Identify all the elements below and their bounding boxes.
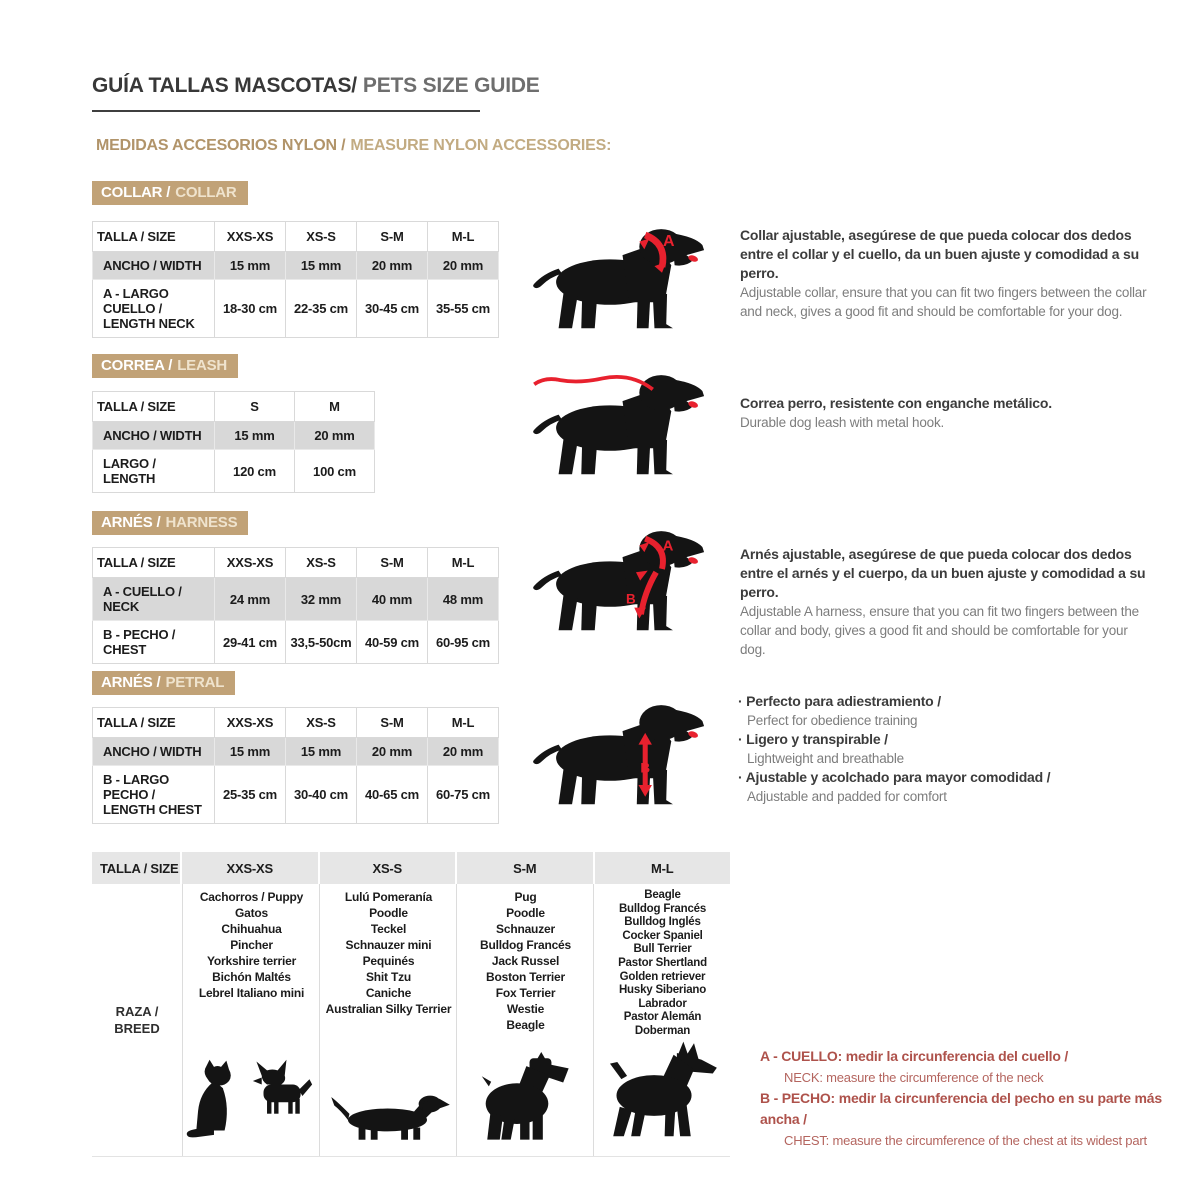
- dog-harness-illustration: [530, 520, 715, 638]
- marking-letter-a: A: [662, 537, 674, 555]
- leash-description-es: Correa perro, resistente con enganche metálico.: [740, 395, 1052, 411]
- breed-name: Bull Terrier: [633, 943, 692, 956]
- dachshund-icon: [328, 1085, 450, 1142]
- marking-letter-b: B: [640, 760, 651, 776]
- breed-name: Gatos: [234, 906, 268, 920]
- row-label-cell: B - LARGO PECHO / LENGTH CHEST: [93, 766, 215, 824]
- badge-en: LEASH: [177, 357, 228, 374]
- section-badge-harness: [92, 511, 248, 535]
- table-header-cell: XXS-XS: [215, 222, 286, 252]
- harness-description-en: Adjustable A harness, ensure that you can fit two fingers between the collar and body, gives a good fit and should be comfortable for your dog.: [740, 604, 1139, 657]
- feature-es: · Ligero y transpirable /: [738, 730, 1158, 749]
- note-a-en: NECK: measure the circumference of the neck: [784, 1070, 1044, 1085]
- breed-name: Poodle: [369, 906, 408, 920]
- petral-size-table: [92, 707, 499, 824]
- value-cell: 15 mm: [286, 252, 357, 280]
- dog-collar-illustration: [530, 218, 715, 336]
- section-badge-collar: [92, 181, 248, 205]
- value-cell: 20 mm: [428, 738, 499, 766]
- breed-name: Lebrel Italiano mini: [198, 986, 305, 1000]
- value-cell: 30-45 cm: [357, 280, 428, 338]
- collar-description-es: Collar ajustable, asegúrese de que pueda colocar dos dedos entre el collar y el cuello, da un buen ajuste y comodidad a su perro.: [740, 227, 1139, 281]
- breed-list: [594, 884, 731, 1039]
- section-badge-leash: [92, 354, 238, 378]
- value-cell: 40-59 cm: [357, 621, 428, 664]
- badge-en: HARNESS: [165, 514, 238, 531]
- dog-leash-illustration: [530, 364, 715, 482]
- doberman-icon: [601, 1040, 724, 1142]
- breed-table-body: [92, 884, 730, 1157]
- breed-name: Teckel: [370, 922, 407, 936]
- breed-name: Jack Russel: [491, 954, 560, 968]
- breed-name: Pincher: [230, 938, 273, 952]
- row-label-cell: A - CUELLO / NECK: [93, 578, 215, 621]
- table-header-cell: M-L: [428, 548, 499, 578]
- breed-name: Pug: [514, 890, 537, 904]
- value-cell: 60-75 cm: [428, 766, 499, 824]
- table-header-cell: M-L: [428, 708, 499, 738]
- leash-size-table: [92, 391, 375, 493]
- note-b-es: B - PECHO: medir la circunferencia del pecho en su parte más ancha /: [760, 1090, 1162, 1127]
- value-cell: 48 mm: [428, 578, 499, 621]
- table-row: [93, 252, 499, 280]
- table-header-cell: S-M: [357, 222, 428, 252]
- table-header-row: [93, 708, 499, 738]
- breed-name: Lulú Pomeranía: [344, 890, 433, 904]
- breed-table-header: [92, 852, 730, 884]
- breed-name: Beagle: [506, 1018, 545, 1032]
- table-row: [93, 578, 499, 621]
- value-cell: 18-30 cm: [215, 280, 286, 338]
- value-cell: 15 mm: [215, 738, 286, 766]
- page-subtitle-en: MEASURE NYLON ACCESSORIES:: [350, 137, 612, 154]
- table-header-row: [93, 222, 499, 252]
- breed-name: Australian Silky Terrier: [325, 1002, 452, 1016]
- table-header-cell: S-M: [357, 708, 428, 738]
- breed-column-m-l: [593, 884, 731, 1156]
- value-cell: 100 cm: [295, 450, 375, 493]
- value-cell: 40-65 cm: [357, 766, 428, 824]
- value-cell: 25-35 cm: [215, 766, 286, 824]
- table-header-cell: TALLA / SIZE: [93, 708, 215, 738]
- table-row: [93, 621, 499, 664]
- schnauzer-icon: [481, 1052, 571, 1142]
- table-header-cell: S-M: [457, 852, 595, 884]
- value-cell: 35-55 cm: [428, 280, 499, 338]
- breed-column-s-m: [456, 884, 594, 1156]
- measuring-notes: [760, 1046, 1192, 1151]
- table-header-cell: M: [295, 392, 375, 422]
- table-header-cell: XS-S: [320, 852, 458, 884]
- row-label-cell: LARGO / LENGTH: [93, 450, 215, 493]
- value-cell: 24 mm: [215, 578, 286, 621]
- breed-name: Pastor Shertland: [618, 956, 707, 969]
- breed-name: Bulldog Francés: [618, 902, 707, 915]
- breed-name: Labrador: [638, 997, 687, 1010]
- breed-list: [457, 884, 594, 1033]
- feature-en: Perfect for obedience training: [747, 713, 918, 728]
- harness-description-es: Arnés ajustable, asegúrese de que pueda colocar dos dedos entre el arnés y el cuerpo, da un buen ajuste y comodidad a su perro.: [740, 546, 1146, 600]
- table-header-cell: S: [215, 392, 295, 422]
- feature-en: Adjustable and padded for comfort: [747, 789, 947, 804]
- value-cell: 40 mm: [357, 578, 428, 621]
- table-row: [93, 422, 375, 450]
- table-header-cell: XXS-XS: [182, 852, 320, 884]
- page-title: [92, 74, 540, 112]
- breed-name: Husky Siberiano: [618, 984, 707, 997]
- leash-description-en: Durable dog leash with metal hook.: [740, 415, 945, 430]
- value-cell: 20 mm: [428, 252, 499, 280]
- breed-name: Yorkshire terrier: [206, 954, 297, 968]
- table-header-cell: XS-S: [286, 548, 357, 578]
- feature-es: · Ajustable y acolchado para mayor comodidad /: [738, 768, 1158, 787]
- value-cell: 20 mm: [357, 252, 428, 280]
- breed-name: Beagle: [644, 889, 681, 901]
- breed-name: Cocker Spaniel: [622, 929, 703, 942]
- value-cell: 30-40 cm: [286, 766, 357, 824]
- value-cell: 20 mm: [295, 422, 375, 450]
- harness-size-table: [92, 547, 499, 664]
- table-header-cell: M-L: [428, 222, 499, 252]
- row-label-cell: ANCHO / WIDTH: [93, 422, 215, 450]
- value-cell: 20 mm: [357, 738, 428, 766]
- breed-name: Boston Terrier: [486, 970, 565, 984]
- table-row: [93, 766, 499, 824]
- collar-description: [740, 226, 1152, 321]
- table-header-cell: S-M: [357, 548, 428, 578]
- breed-name: Pastor Alemán: [623, 1011, 702, 1024]
- table-header-cell: XXS-XS: [215, 708, 286, 738]
- marking-letter-a: A: [662, 232, 675, 250]
- breed-name: Cachorros / Puppy: [199, 890, 304, 904]
- table-header-cell: TALLA / SIZE: [92, 852, 182, 884]
- breed-name: Caniche: [365, 986, 412, 1000]
- page-title-es: GUÍA TALLAS MASCOTAS/: [92, 74, 357, 97]
- row-label-cell: ANCHO / WIDTH: [93, 252, 215, 280]
- table-header-cell: XS-S: [286, 708, 357, 738]
- breed-column-xs-s: [319, 884, 457, 1156]
- badge-es: ARNÉS /: [101, 514, 161, 531]
- table-header-cell: M-L: [595, 852, 731, 884]
- table-row: [93, 280, 499, 338]
- badge-es: COLLAR /: [101, 184, 171, 201]
- value-cell: 22-35 cm: [286, 280, 357, 338]
- value-cell: 120 cm: [215, 450, 295, 493]
- breed-name: Bulldog Inglés: [624, 916, 701, 929]
- note-a-es: A - CUELLO: medir la circunferencia del cuello /: [760, 1048, 1069, 1064]
- petral-features: [738, 692, 1158, 806]
- breed-name: Poodle: [506, 906, 545, 920]
- table-header-row: [93, 392, 375, 422]
- section-badge-petral: [92, 671, 235, 695]
- breed-name: Fox Terrier: [495, 986, 556, 1000]
- leash-description: [740, 394, 1152, 432]
- table-header-row: [93, 548, 499, 578]
- breed-name: Bulldog Francés: [479, 938, 571, 952]
- row-label-cell: B - PECHO / CHEST: [93, 621, 215, 664]
- breed-name: Bichón Maltés: [212, 970, 291, 984]
- breed-name: Golden retriever: [619, 970, 706, 983]
- value-cell: 15 mm: [215, 422, 295, 450]
- collar-size-table: [92, 221, 499, 338]
- page-subtitle: [96, 137, 611, 155]
- table-header-cell: TALLA / SIZE: [93, 392, 215, 422]
- breed-row-label: RAZA / BREED: [114, 1004, 160, 1036]
- value-cell: 29-41 cm: [215, 621, 286, 664]
- table-row: [93, 450, 375, 493]
- breed-list: [320, 884, 457, 1017]
- harness-description: [740, 545, 1152, 659]
- badge-es: ARNÉS /: [101, 674, 161, 691]
- cat-and-chihuahua-icon: [185, 1058, 318, 1142]
- value-cell: 32 mm: [286, 578, 357, 621]
- row-label-cell: A - LARGO CUELLO / LENGTH NECK: [93, 280, 215, 338]
- value-cell: 60-95 cm: [428, 621, 499, 664]
- breed-name: Schnauzer mini: [345, 938, 432, 952]
- value-cell: 15 mm: [215, 252, 286, 280]
- badge-en: PETRAL: [165, 674, 225, 691]
- table-row: [93, 738, 499, 766]
- breed-name: Chihuahua: [221, 922, 282, 936]
- breed-column-xxs-xs: [182, 884, 320, 1156]
- row-label-cell: ANCHO / WIDTH: [93, 738, 215, 766]
- dog-petral-illustration: [530, 694, 715, 812]
- table-header-cell: XS-S: [286, 222, 357, 252]
- breed-name: Pequinés: [362, 954, 415, 968]
- table-header-cell: TALLA / SIZE: [93, 548, 215, 578]
- feature-en: Lightweight and breathable: [747, 751, 904, 766]
- collar-description-en: Adjustable collar, ensure that you can fit two fingers between the collar and neck, gives a good fit and should be comfortable for your dog.: [740, 285, 1147, 319]
- breed-name: Westie: [506, 1002, 545, 1016]
- note-b-en: CHEST: measure the circumference of the chest at its widest part: [784, 1133, 1147, 1148]
- value-cell: 33,5-50cm: [286, 621, 357, 664]
- breed-list: [183, 884, 320, 1001]
- table-header-cell: XXS-XS: [215, 548, 286, 578]
- page-title-en: PETS SIZE GUIDE: [362, 74, 540, 97]
- breed-name: Schnauzer: [496, 922, 555, 936]
- value-cell: 15 mm: [286, 738, 357, 766]
- breed-name: Shit Tzu: [365, 970, 412, 984]
- page-subtitle-es: MEDIDAS ACCESORIOS NYLON /: [96, 137, 346, 154]
- table-header-cell: TALLA / SIZE: [93, 222, 215, 252]
- breed-size-table: [92, 852, 730, 1156]
- breed-name: Doberman: [634, 1024, 691, 1037]
- marking-letter-b: B: [626, 591, 636, 607]
- feature-es: · Perfecto para adiestramiento /: [738, 692, 1158, 711]
- badge-es: CORREA /: [101, 357, 173, 374]
- badge-en: COLLAR: [175, 184, 237, 201]
